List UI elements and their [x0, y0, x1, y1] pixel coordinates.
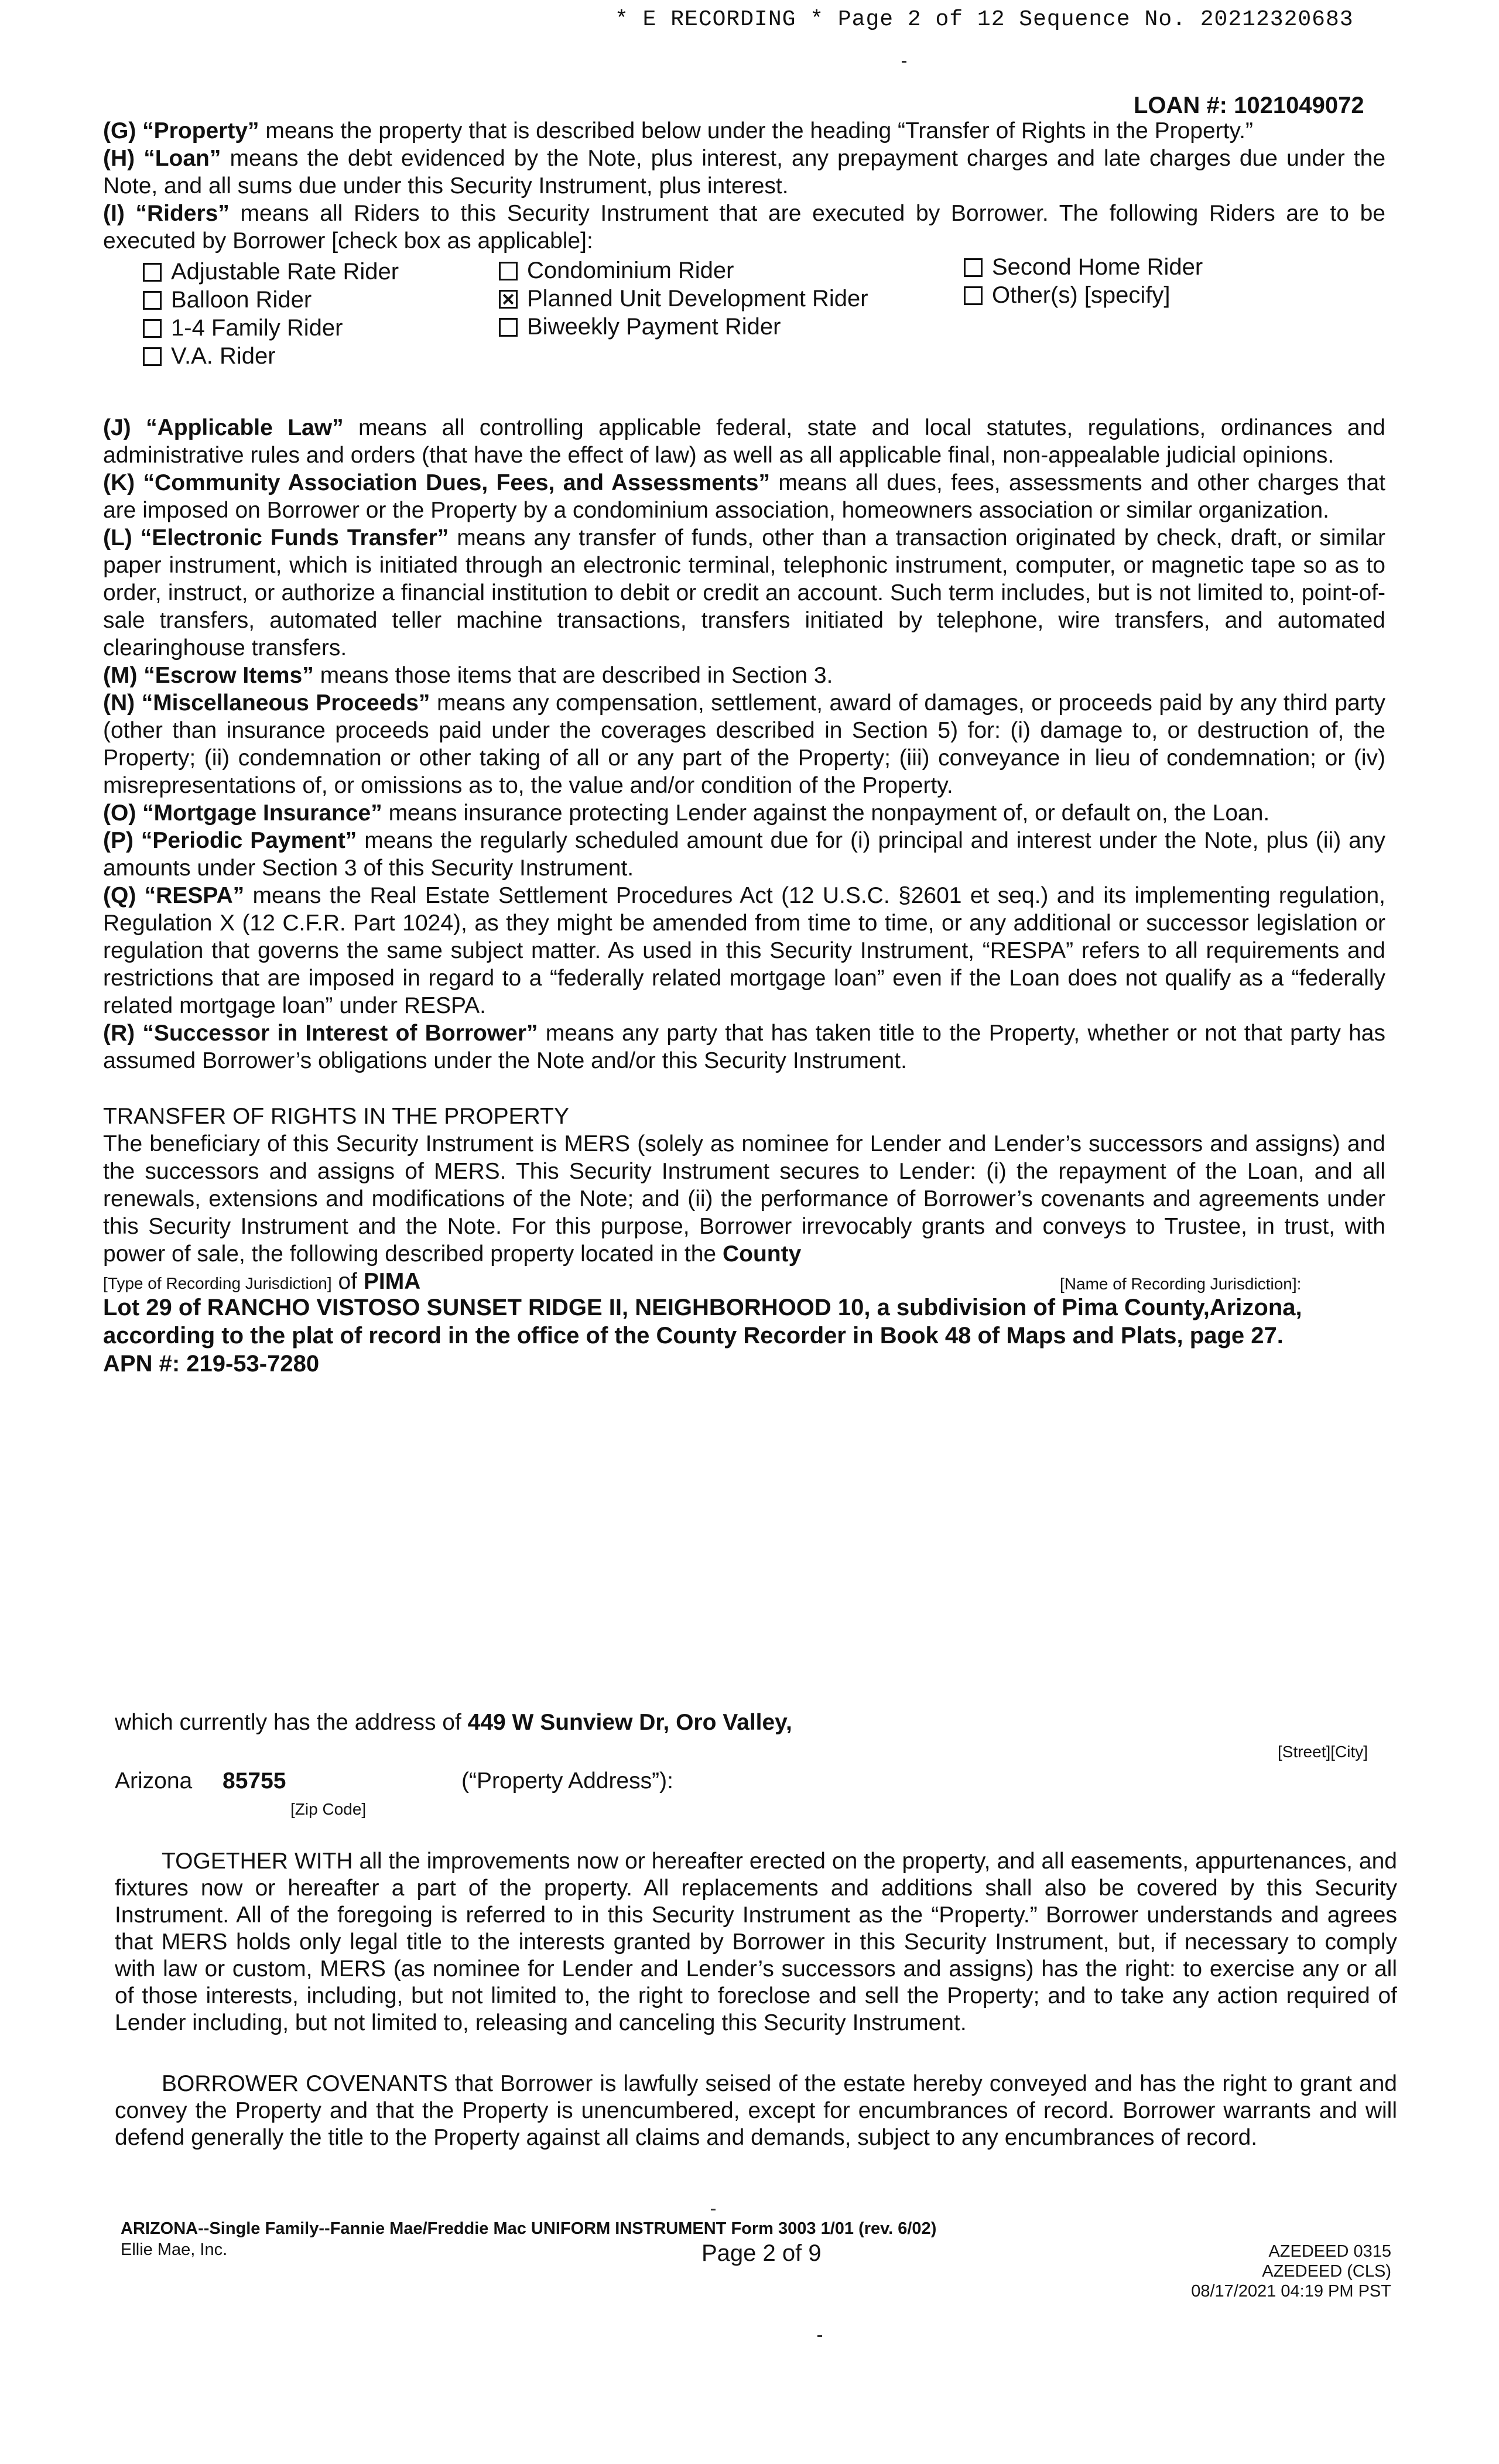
page-number: Page 2 of 9: [701, 2240, 822, 2266]
zip-code-label: [Zip Code]: [290, 1800, 367, 1818]
jurisdiction-line: [Type of Recording Jurisdiction] of PIMA [Name of Recording Jurisdiction]:: [103, 1268, 1385, 1293]
together-with-text: TOGETHER WITH all the improvements now or hereafter erected on the property, and all easements, appurtenances, and fixtures now or hereafter a part of the property. All replacements and additions shall also be covered by this Security Instrument. All of the foregoing is referred to in this Security Instrument as the “Property.” Borrower understands and agrees that MERS holds only legal title to the interests granted by Borrower in this Security Instrument, but, if necessary to comply with law or custom, MERS (as nominee for Lender and Lender’s successors and assigns) has the right: to exercise any or all of those interests, including, but not limited to, the right to foreclose and sell the Property; and to take any action required of Lender including, but not limited to, releasing and canceling this Security Instrument.: [115, 1849, 1397, 2035]
together-with-section: [115, 1848, 1397, 2037]
legal-description: Lot 29 of RANCHO VISTOSO SUNSET RIDGE II, NEIGHBORHOOD 10, a subdivision of Pima County,Arizona, according to the plat of record in the office of the County Recorder in Book 48 of Maps and Plats, page 27.: [103, 1295, 1302, 1349]
state: Arizona: [115, 1768, 193, 1794]
transfer-section-title: TRANSFER OF RIGHTS IN THE PROPERTY: [103, 1104, 569, 1129]
checkbox-icon[interactable]: [964, 258, 983, 277]
property-address-line: which currently has the address of 449 W Sunview Dr, Oro Valley,: [115, 1710, 792, 1735]
riders-checklist: [103, 255, 1385, 385]
definition-q: (Q) “RESPA” means the Real Estate Settlement Procedures Act (12 U.S.C. §2601 et seq.) and its implementing regulation, Regulation X (12 C.F.R. Part 1024), as they might be amended from time to time, or any additional or successor legislation or regulation that governs the same subject matter. As used in this Security Instrument, “RESPA” refers to all requirements and restrictions that are imposed in regard to a “federally related mortgage loan” even if the Loan does not qualify as a “federally related mortgage loan” under RESPA.: [103, 883, 1385, 1018]
rider-planned-unit-development[interactable]: Planned Unit Development Rider: [499, 285, 868, 313]
checkbox-icon[interactable]: [964, 286, 983, 305]
definition-m: (M) “Escrow Items” means those items that are described in Section 3.: [103, 663, 833, 688]
rider-1-4-family[interactable]: 1-4 Family Rider: [143, 314, 343, 342]
definition-r: (R) “Successor in Interest of Borrower” means any party that has taken title to the Property, whether or not that party has assumed Borrower’s obligations under the Note and/or this Security Instrument.: [103, 1021, 1385, 1073]
property-address-label: (“Property Address”):: [461, 1768, 673, 1794]
rider-balloon[interactable]: Balloon Rider: [143, 286, 312, 314]
type-of-jurisdiction-label: [Type of Recording Jurisdiction]: [103, 1274, 332, 1292]
checkbox-icon[interactable]: [143, 319, 162, 338]
rider-va[interactable]: V.A. Rider: [143, 343, 276, 370]
borrower-covenants-text: BORROWER COVENANTS that Borrower is lawfully seised of the estate hereby conveyed and has the right to grant and convey the Property and that the Property is unencumbered, except for encumbrances of record. Borrower warrants and will defend generally the title to the Property against all claims and demands, subject to any encumbrances of record.: [115, 2071, 1397, 2150]
form-title: ARIZONA--Single Family--Fannie Mae/Freddie Mac UNIFORM INSTRUMENT Form 3003 1/01 (rev. 6/02): [121, 2219, 937, 2238]
zip-code: 85755: [223, 1768, 286, 1794]
street-city-label: [Street][City]: [1278, 1743, 1368, 1761]
definition-o: (O) “Mortgage Insurance” means insurance protecting Lender against the nonpayment of, or default on, the Loan.: [103, 800, 1270, 826]
scan-mark: [711, 2209, 716, 2210]
checkbox-icon[interactable]: [143, 263, 162, 282]
form-code-cls: AZEDEED (CLS): [1262, 2262, 1391, 2281]
checked-checkbox-icon[interactable]: [499, 290, 518, 309]
rider-biweekly-payment[interactable]: Biweekly Payment Rider: [499, 313, 781, 341]
recording-header: * E RECORDING * Page 2 of 12 Sequence No. 20212320683: [615, 7, 1354, 32]
scan-mark: [902, 61, 906, 63]
company-name: Ellie Mae, Inc.: [121, 2240, 228, 2259]
definition-l: (L) “Electronic Funds Transfer” means any transfer of funds, other than a transaction originated by check, draft, or similar paper instrument, which is initiated through an electronic terminal, telephonic instrument, computer, or magnetic tape so as to order, instruct, or authorize a financial institution to debit or credit an account. Such term includes, but is not limited to, point-of-sale transfers, automated teller machine transactions, transfers initiated by telephone, wire transfers, and automated clearinghouse transfers.: [103, 525, 1385, 661]
borrower-covenants-section: [115, 2071, 1397, 2151]
definition-i: (I) “Riders” means all Riders to this Security Instrument that are executed by Borrower. The following Riders are to be executed by Borrower [check box as applicable]:: [103, 201, 1385, 254]
footer-right: [1191, 2241, 1391, 2301]
page-footer: [121, 2218, 1391, 2312]
form-code: AZEDEED 0315: [1268, 2242, 1391, 2261]
definition-j: (J) “Applicable Law” means all controlling applicable federal, state and local statutes, regulations, ordinances and administrative rules and orders (that have the effect of law) as well as all applicable final, non-appealable judicial opinions.: [103, 415, 1385, 468]
rider-condominium[interactable]: Condominium Rider: [499, 257, 734, 285]
definition-g: (G) “Property” means the property that is described below under the heading “Transfer of Rights in the Property.”: [103, 118, 1253, 143]
rider-other[interactable]: Other(s) [specify]: [964, 282, 1171, 309]
jurisdiction-type: County: [722, 1241, 802, 1267]
transfer-text: The beneficiary of this Security Instrument is MERS (solely as nominee for Lender and Lender’s successors and assigns) and the successors and assigns of MERS. This Security Instrument secures to Lender: (i) the repayment of the Loan, and all renewals, extensions and modifications of the Note; and (ii) the performance of Borrower’s covenants and agreements under this Security Instrument and the Note. For this purpose, Borrower irrevocably grants and conveys to Trustee, in trust, with power of sale, the following described property located in the County: [103, 1131, 1385, 1267]
checkbox-icon[interactable]: [499, 318, 518, 337]
definition-n: (N) “Miscellaneous Proceeds” means any compensation, settlement, award of damages, or proceeds paid by any third party (other than insurance proceeds paid under the coverages described in Section 5) for: (i) damage to, or destruction of, the Property; (ii) condemnation or other taking of all or any part of the Property; (iii) conveyance in lieu of condemnation; or (iv) misrepresentations of, or omissions as to, the value and/or condition of the Property.: [103, 690, 1385, 798]
definition-h: (H) “Loan” means the debt evidenced by the Note, plus interest, any prepayment charges and late charges due under the Note, and all sums due under this Security Instrument, plus interest.: [103, 146, 1386, 199]
footer-timestamp: 08/17/2021 04:19 PM PST: [1191, 2282, 1391, 2301]
checkbox-icon[interactable]: [143, 291, 162, 310]
definition-p: (P) “Periodic Payment” means the regularly scheduled amount due for (i) principal and interest under the Note, plus (ii) any amounts under Section 3 of this Security Instrument.: [103, 828, 1385, 881]
street-city: 449 W Sunview Dr, Oro Valley,: [467, 1710, 792, 1735]
checkbox-icon[interactable]: [499, 262, 518, 280]
jurisdiction-name: PIMA: [363, 1269, 421, 1294]
definitions-section: [103, 117, 1385, 1378]
definition-k: (K) “Community Association Dues, Fees, and Assessments” means all dues, fees, assessments and other charges that are imposed on Borrower or the Property by a condominium association, homeowners association or similar organization.: [103, 470, 1385, 523]
rider-second-home[interactable]: Second Home Rider: [964, 254, 1203, 281]
name-of-jurisdiction-label: [Name of Recording Jurisdiction]:: [1060, 1275, 1302, 1293]
scan-mark: [817, 2335, 822, 2337]
checkbox-icon[interactable]: [143, 347, 162, 366]
rider-adjustable-rate[interactable]: Adjustable Rate Rider: [143, 258, 399, 286]
loan-number: LOAN #: 1021049072: [1134, 93, 1364, 118]
state-zip-line: [115, 1768, 1397, 1794]
apn-number: APN #: 219-53-7280: [103, 1351, 320, 1377]
